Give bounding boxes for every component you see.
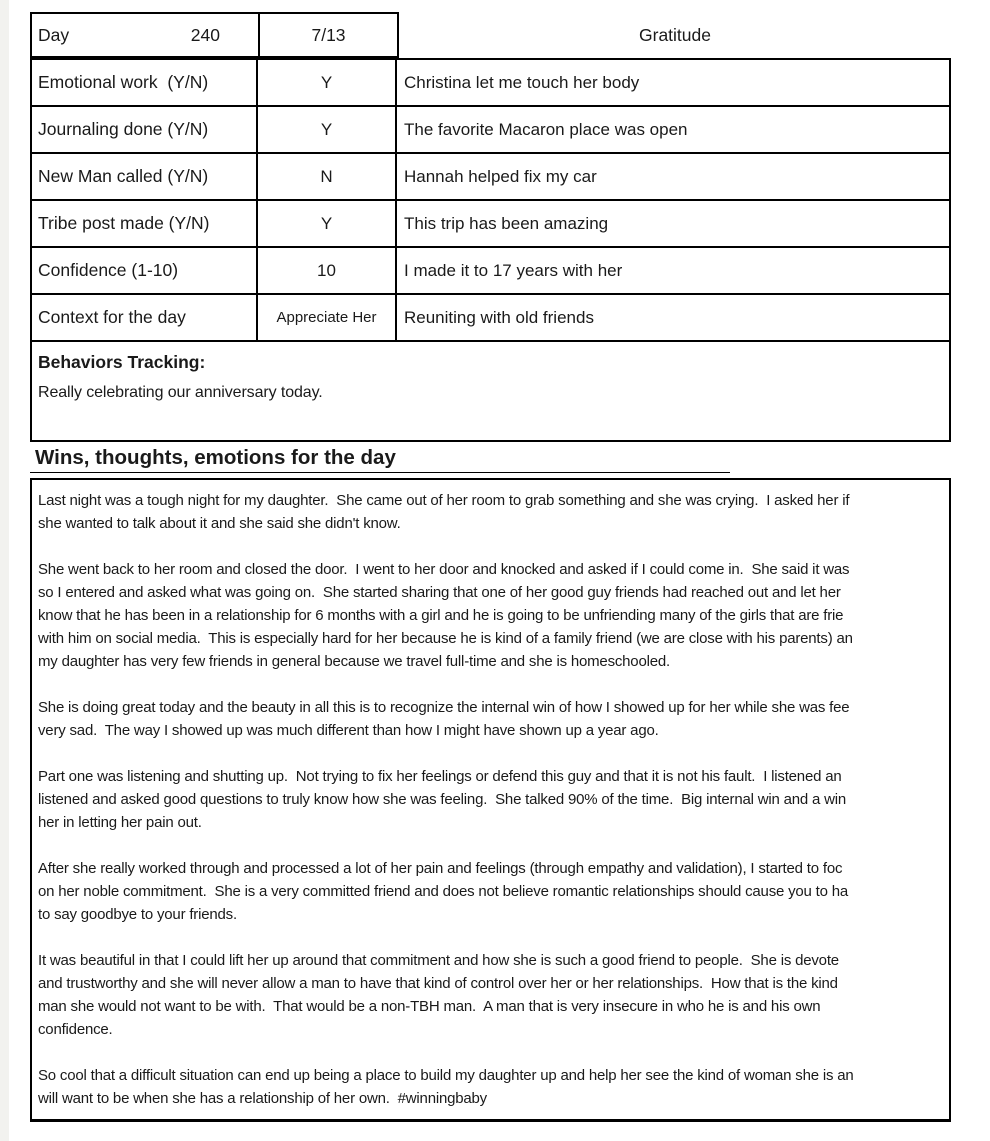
wins-text-box[interactable] [30,478,951,1122]
text-line: know that he has been in a relationship for 6 months with a girl and he is going to be unfriending many of the girls that are frie [38,607,844,624]
gratitude-entry-cell[interactable]: Hannah helped fix my car [404,166,597,186]
paragraph [38,857,947,926]
text-line: confidence. [38,1021,113,1038]
behaviors-note[interactable]: Really celebrating our anniversary today. [38,384,323,401]
row-label: Journaling done (Y/N) [32,107,258,152]
date-cell[interactable] [258,12,399,58]
row-value-cell[interactable]: 10 [258,248,397,293]
text-line: her in letting her pain out. [38,814,202,831]
page-left-edge [0,0,9,1141]
text-line: listened and asked good questions to truly know how she was feeling. She talked 90% of the time. Big internal win and a win [38,791,846,808]
table-row [32,295,949,342]
paragraph [38,489,947,535]
gratitude-entry-cell[interactable]: Reuniting with old friends [404,307,594,327]
row-label: Confidence (1-10) [32,248,258,293]
text-line: will want to be when she has a relationship of her own. #winningbaby [38,1090,487,1107]
text-line: so I entered and asked what was going on. She started sharing that one of her good guy friends had reached out and let her [38,584,841,601]
table-row [32,60,949,107]
wins-section-title: Wins, thoughts, emotions for the day [35,446,396,469]
paragraph [38,558,947,673]
text-line: to say goodbye to your friends. [38,906,237,923]
behaviors-title: Behaviors Tracking: [38,352,206,372]
gratitude-entry-cell[interactable]: I made it to 17 years with her [404,260,623,280]
day-number[interactable]: 240 [190,24,220,45]
day-label: Day [38,24,70,45]
text-line: It was beautiful in that I could lift her up around that commitment and how she is such a good friend to people. She is devote [38,952,839,969]
text-line: and trustworthy and she will never allow a man to have that kind of control over her or her relationships. How that is the kind [38,975,838,992]
wins-title-underline [30,472,730,473]
table-row [32,154,949,201]
table-row [32,248,949,295]
paragraph [38,696,947,742]
day-cell [30,12,258,58]
text-line: Part one was listening and shutting up. Not trying to fix her feelings or defend this guy and that it is not his fault. I listened an [38,768,842,785]
paragraph [38,1064,947,1110]
table-row [32,107,949,154]
row-value-cell[interactable]: Appreciate Her [258,295,397,340]
gratitude-header-cell [399,12,951,58]
text-line: So cool that a difficult situation can end up being a place to build my daughter up and help her see the kind of woman she is an [38,1067,854,1084]
row-value-cell[interactable]: Y [258,107,397,152]
row-value-cell[interactable]: Y [258,60,397,105]
behaviors-tracking-section [32,342,949,440]
text-line: After she really worked through and processed a lot of her pain and feelings (through empathy and validation), I started to foc [38,860,843,877]
text-line: on her noble commitment. She is a very committed friend and does not believe romantic relationships should cause you to ha [38,883,849,900]
text-line: man she would not want to be with. That would be a non-TBH man. A man that is very insecure in who he is and his own [38,998,821,1015]
row-label: Tribe post made (Y/N) [32,201,258,246]
date-value: 7/13 [311,24,346,45]
text-line: Last night was a tough night for my daughter. She came out of her room to grab something and she was crying. I asked her if [38,492,850,509]
table-row [32,201,949,248]
gratitude-title: Gratitude [639,24,711,45]
paragraph [38,949,947,1041]
text-line: with him on social media. This is especially hard for her because he is kind of a family friend (we are close with his parents) an [38,630,853,647]
gratitude-entry-cell[interactable]: The favorite Macaron place was open [404,119,688,139]
row-label: Emotional work (Y/N) [32,60,258,105]
row-label: New Man called (Y/N) [32,154,258,199]
tracker-header-row [30,12,951,58]
gratitude-entry-cell[interactable]: This trip has been amazing [404,213,609,233]
tracker-table [30,58,951,442]
journal-page [30,12,951,1122]
text-line: my daughter has very few friends in general because we travel full-time and she is homeschooled. [38,653,670,670]
text-line: very sad. The way I showed up was much different than how I might have shown up a year ago. [38,722,659,739]
gratitude-entry-cell[interactable]: Christina let me touch her body [404,72,640,92]
text-line: She is doing great today and the beauty in all this is to recognize the internal win of how I showed up for her while she was fee [38,699,850,716]
paragraph [38,765,947,834]
text-line: She went back to her room and closed the door. I went to her door and knocked and asked if I could come in. She said it was [38,561,850,578]
row-label: Context for the day [32,295,258,340]
row-value-cell[interactable]: Y [258,201,397,246]
row-value-cell[interactable]: N [258,154,397,199]
text-line: she wanted to talk about it and she said she didn't know. [38,515,401,532]
